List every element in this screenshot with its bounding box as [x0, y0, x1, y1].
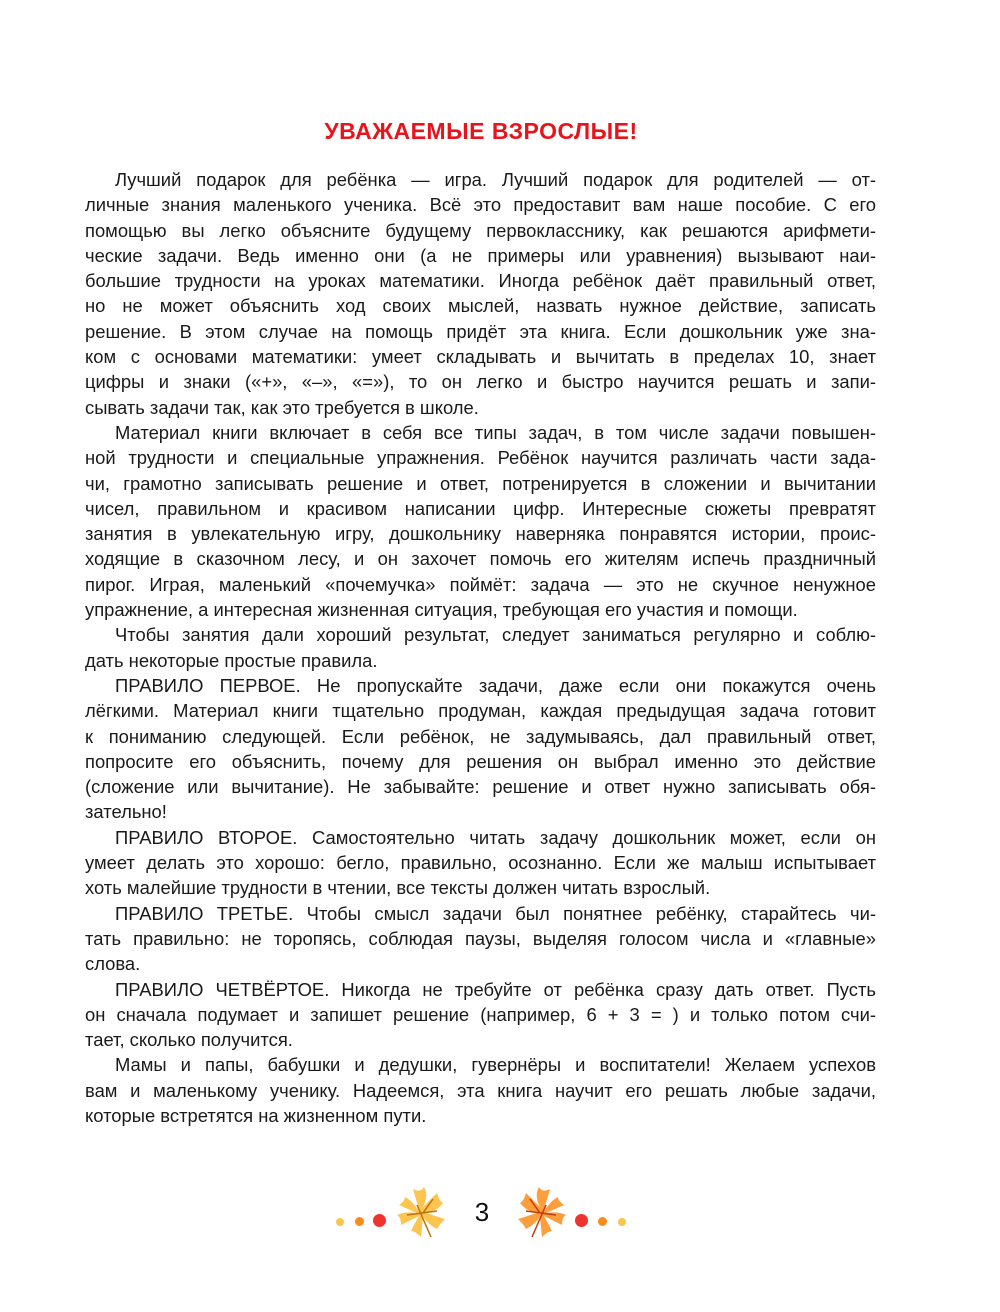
text-line: тать правильно: не торопясь, соблюдая паузы, выделяя голосом числа и «главные» — [85, 927, 876, 949]
text-line: тает, сколько получится. — [85, 1029, 293, 1051]
text-line: слова. — [85, 953, 141, 975]
paragraph — [85, 622, 876, 673]
text-line: зательно! — [85, 801, 167, 823]
text-line: пирог. Играя, маленький «почемучка» поймёт: задача — это не скучное ненужное — [85, 573, 876, 595]
text-line: хоть малейшие трудности в чтении, все тексты должен читать взрослый. — [85, 877, 711, 899]
maple-leaf-icon — [393, 1185, 448, 1240]
text-line: ПРАВИЛО ПЕРВОЕ. Не пропускайте задачи, даже если они покажутся очень — [115, 674, 876, 696]
text-line: (сложение или вычитание). Не забывайте: решение и ответ нужно записывать обя- — [85, 776, 876, 798]
text-line: ком с основами математики: умеет складывать и вычитать в пределах 10, знает — [85, 346, 876, 368]
text-line: Мамы и папы, бабушки и дедушки, гувернёры и воспитатели! Желаем успехов — [115, 1054, 876, 1076]
text-line: Чтобы занятия дали хороший результат, следует заниматься регулярно и соблю- — [115, 624, 876, 646]
text-line: чисел, правильном и красивом написании цифр. Интересные сюжеты превратят — [85, 497, 876, 519]
page-footer — [0, 1185, 1000, 1245]
dot-decoration — [373, 1214, 386, 1227]
text-line: лёгкими. Материал книги тщательно продуман, каждая предыдущая задача готовит — [85, 700, 876, 722]
text-line: помощью вы легко объясните будущему первокласснику, как решаются арифмети- — [85, 219, 876, 241]
dot-decoration — [598, 1217, 607, 1226]
text-line: к пониманию следующей. Если ребёнок, не задумываясь, дал правильный ответ, — [85, 725, 876, 747]
text-line: но не может объяснить ход своих мыслей, назвать нужное действие, записать — [85, 295, 876, 317]
paragraph — [85, 1052, 876, 1128]
text-line: он сначала подумает и запишет решение (например, 6 + 3 = ) и только потом счи- — [85, 1003, 876, 1025]
text-line: решение. В этом случае на помощь придёт эта книга. Если дошкольник уже зна- — [85, 320, 876, 342]
text-line: Материал книги включает в себя все типы задач, в том числе задачи повышен- — [115, 421, 876, 443]
text-line: упражнение, а интересная жизненная ситуация, требующая его участия и помощи. — [85, 599, 798, 621]
text-line: занятия в увлекательную игру, дошкольнику наверняка понравятся истории, проис- — [85, 523, 876, 545]
text-line: личные знания маленького ученика. Всё это предоставит вам наше пособие. С его — [85, 194, 876, 216]
dot-decoration — [336, 1218, 344, 1226]
text-line: ческие задачи. Ведь именно они (а не примеры или уравнения) вызывают наи- — [85, 244, 876, 266]
text-line: сывать задачи так, как это требуется в школе. — [85, 396, 479, 418]
paragraph — [85, 420, 876, 622]
page-number: 3 — [474, 1197, 490, 1227]
text-line: цифры и знаки («+», «–», «=»), то он легко и быстро научится решать и запи- — [85, 371, 876, 393]
text-line: дать некоторые простые правила. — [85, 649, 378, 671]
paragraph — [85, 167, 876, 420]
text-line: большие трудности на уроках математики. Иногда ребёнок даёт правильный ответ, — [85, 270, 876, 292]
text-line: ПРАВИЛО ТРЕТЬЕ. Чтобы смысл задачи был понятнее ребёнку, старайтесь чи- — [115, 902, 876, 924]
text-line: попросите его объяснить, почему для решения он выбрал именно это действие — [85, 750, 876, 772]
page-title: УВАЖАЕМЫЕ ВЗРОСЛЫЕ! — [324, 118, 638, 144]
text-line: ной трудности и специальные упражнения. Ребёнок научится различать части зада- — [85, 447, 876, 469]
text-line: чи, грамотно записывать решение и ответ, потренируется в сложении и вычитании — [85, 472, 876, 494]
body-text — [85, 167, 876, 1128]
paragraph — [85, 825, 876, 901]
paragraph — [85, 901, 876, 977]
dot-decoration — [355, 1217, 364, 1226]
text-line: ходящие в сказочном лесу, и он захочет помочь его жителям испечь праздничный — [85, 548, 876, 570]
text-line: умеет делать это хорошо: бегло, правильно, осознанно. Если же малыш испытывает — [85, 852, 876, 874]
text-line: вам и маленькому ученику. Надеемся, эта книга научит его решать любые задачи, — [85, 1079, 876, 1101]
dot-decoration — [575, 1214, 588, 1227]
text-line: ПРАВИЛО ЧЕТВЁРТОЕ. Никогда не требуйте от ребёнка сразу дать ответ. Пусть — [115, 978, 876, 1000]
dot-decoration — [618, 1218, 626, 1226]
paragraph — [85, 977, 876, 1053]
paragraph — [85, 673, 876, 825]
text-line: Лучший подарок для ребёнка — игра. Лучший подарок для родителей — от- — [115, 169, 876, 190]
text-line: которые встретятся на жизненном пути. — [85, 1104, 427, 1126]
text-line: ПРАВИЛО ВТОРОЕ. Самостоятельно читать задачу дошкольник может, если он — [115, 826, 876, 848]
maple-leaf-icon — [515, 1185, 570, 1240]
